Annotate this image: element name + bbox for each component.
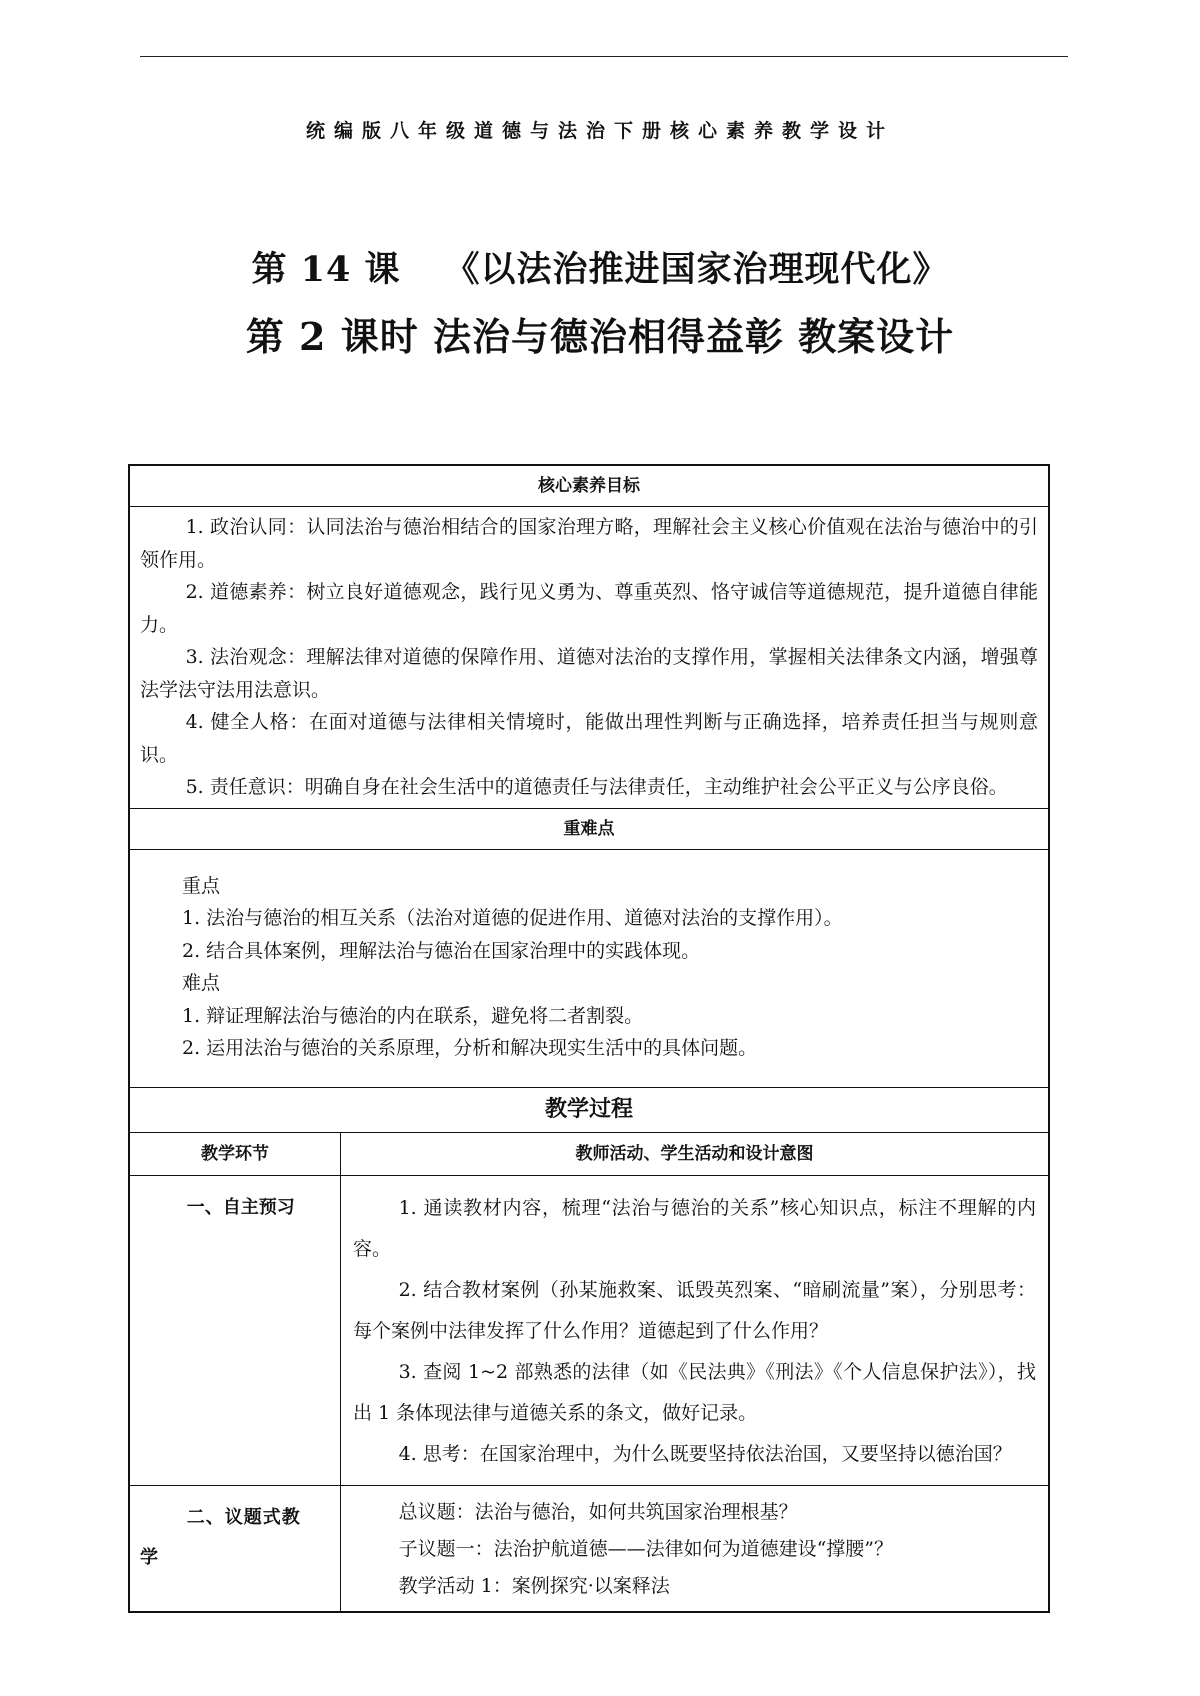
lesson-name: 《以法治推进国家治理现代化》 xyxy=(444,249,949,290)
difficulty-item: 1. 辩证理解法治与德治的内在联系，避免将二者割裂。 xyxy=(182,1004,644,1027)
stage-label-continued: 学 xyxy=(140,1546,158,1568)
stage-name xyxy=(129,1175,341,1485)
difficulty-item: 2. 运用法治与德治的关系原理，分析和解决现实生活中的具体问题。 xyxy=(182,1037,758,1059)
goal-item: 5. 责任意识：明确自身在社会生活中的道德责任与法律责任，主动维护社会公平正义与公序良俗。 xyxy=(185,776,1008,798)
goal-item: 2. 道德素养：树立良好道德观念，践行见义勇为、尊重英烈、恪守诚信等道德规范，提升道德自律能力。 xyxy=(140,581,1038,636)
lesson-number: 第 14 课 xyxy=(251,249,401,290)
activity-line: 总议题：法治与德治，如何共筑国家治理根基？ xyxy=(398,1500,798,1523)
stage-label: 一、自主预习 xyxy=(186,1196,295,1218)
focus-item: 2. 结合具体案例，理解法治与德治在国家治理中的实践体现。 xyxy=(182,939,701,962)
activity-line: 教学活动 1：案例探究·以案释法 xyxy=(398,1574,670,1597)
document-header: 统编版八年级道德与法治下册核心素养教学设计 xyxy=(305,120,894,142)
stage-content xyxy=(341,1175,1050,1485)
stage-content xyxy=(341,1485,1050,1612)
stage-label: 二、议题式教 xyxy=(186,1506,301,1528)
focus-label: 重点 xyxy=(182,874,221,897)
activity-line: 3. 查阅 1~2 部熟悉的法律（如《民法典》《刑法》《个人信息保护法》），找出 1 条体现法律与道德关系的条文，做好记录。 xyxy=(353,1360,1036,1424)
activity-line: 子议题一：法治护航道德——法律如何为道德建设“撑腰”？ xyxy=(398,1537,894,1560)
lesson-subtitle: 第 2 课时 法治与德治相得益彰 教案设计 xyxy=(245,314,955,359)
goals-section xyxy=(129,507,1049,809)
goals-heading: 核心素养目标 xyxy=(129,465,1049,507)
difficulty-label: 难点 xyxy=(182,972,221,994)
top-rule xyxy=(140,56,1068,57)
stage-name xyxy=(129,1485,341,1612)
lesson-title xyxy=(0,242,1200,292)
goal-item: 4. 健全人格：在面对道德与法律相关情境时，能做出理性判断与正确选择，培养责任担当与规则意识。 xyxy=(140,711,1038,766)
activity-line: 1. 通读教材内容，梳理“法治与德治的关系”核心知识点，标注不理解的内容。 xyxy=(353,1196,1036,1260)
stage-column-header: 教学环节 xyxy=(129,1132,341,1175)
goal-item: 3. 法治观念：理解法律对道德的保障作用、道德对法治的支撑作用，掌握相关法律条文内涵，增强尊法学法守法用法意识。 xyxy=(140,646,1038,701)
table-row xyxy=(129,1485,1049,1612)
goal-item: 1. 政治认同：认同法治与德治相结合的国家治理方略，理解社会主义核心价值观在法治与德治中的引领作用。 xyxy=(140,516,1038,571)
process-heading: 教学过程 xyxy=(129,1087,1049,1132)
focus-item: 1. 法治与德治的相互关系（法治对道德的促进作用、道德对法治的支撑作用）。 xyxy=(182,907,843,929)
activity-line: 2. 结合教材案例（孙某施救案、诋毁英烈案、“暗刷流量”案），分别思考：每个案例中法律发挥了什么作用？道德起到了什么作用？ xyxy=(353,1278,1036,1342)
table-row xyxy=(129,1175,1049,1485)
activity-line: 4. 思考：在国家治理中，为什么既要坚持依法治国，又要坚持以德治国？ xyxy=(398,1442,1012,1465)
activity-column-header: 教师活动、学生活动和设计意图 xyxy=(341,1132,1050,1175)
key-points-heading: 重难点 xyxy=(129,808,1049,849)
lesson-plan-table xyxy=(128,464,1050,1613)
key-points-section xyxy=(129,849,1049,1087)
